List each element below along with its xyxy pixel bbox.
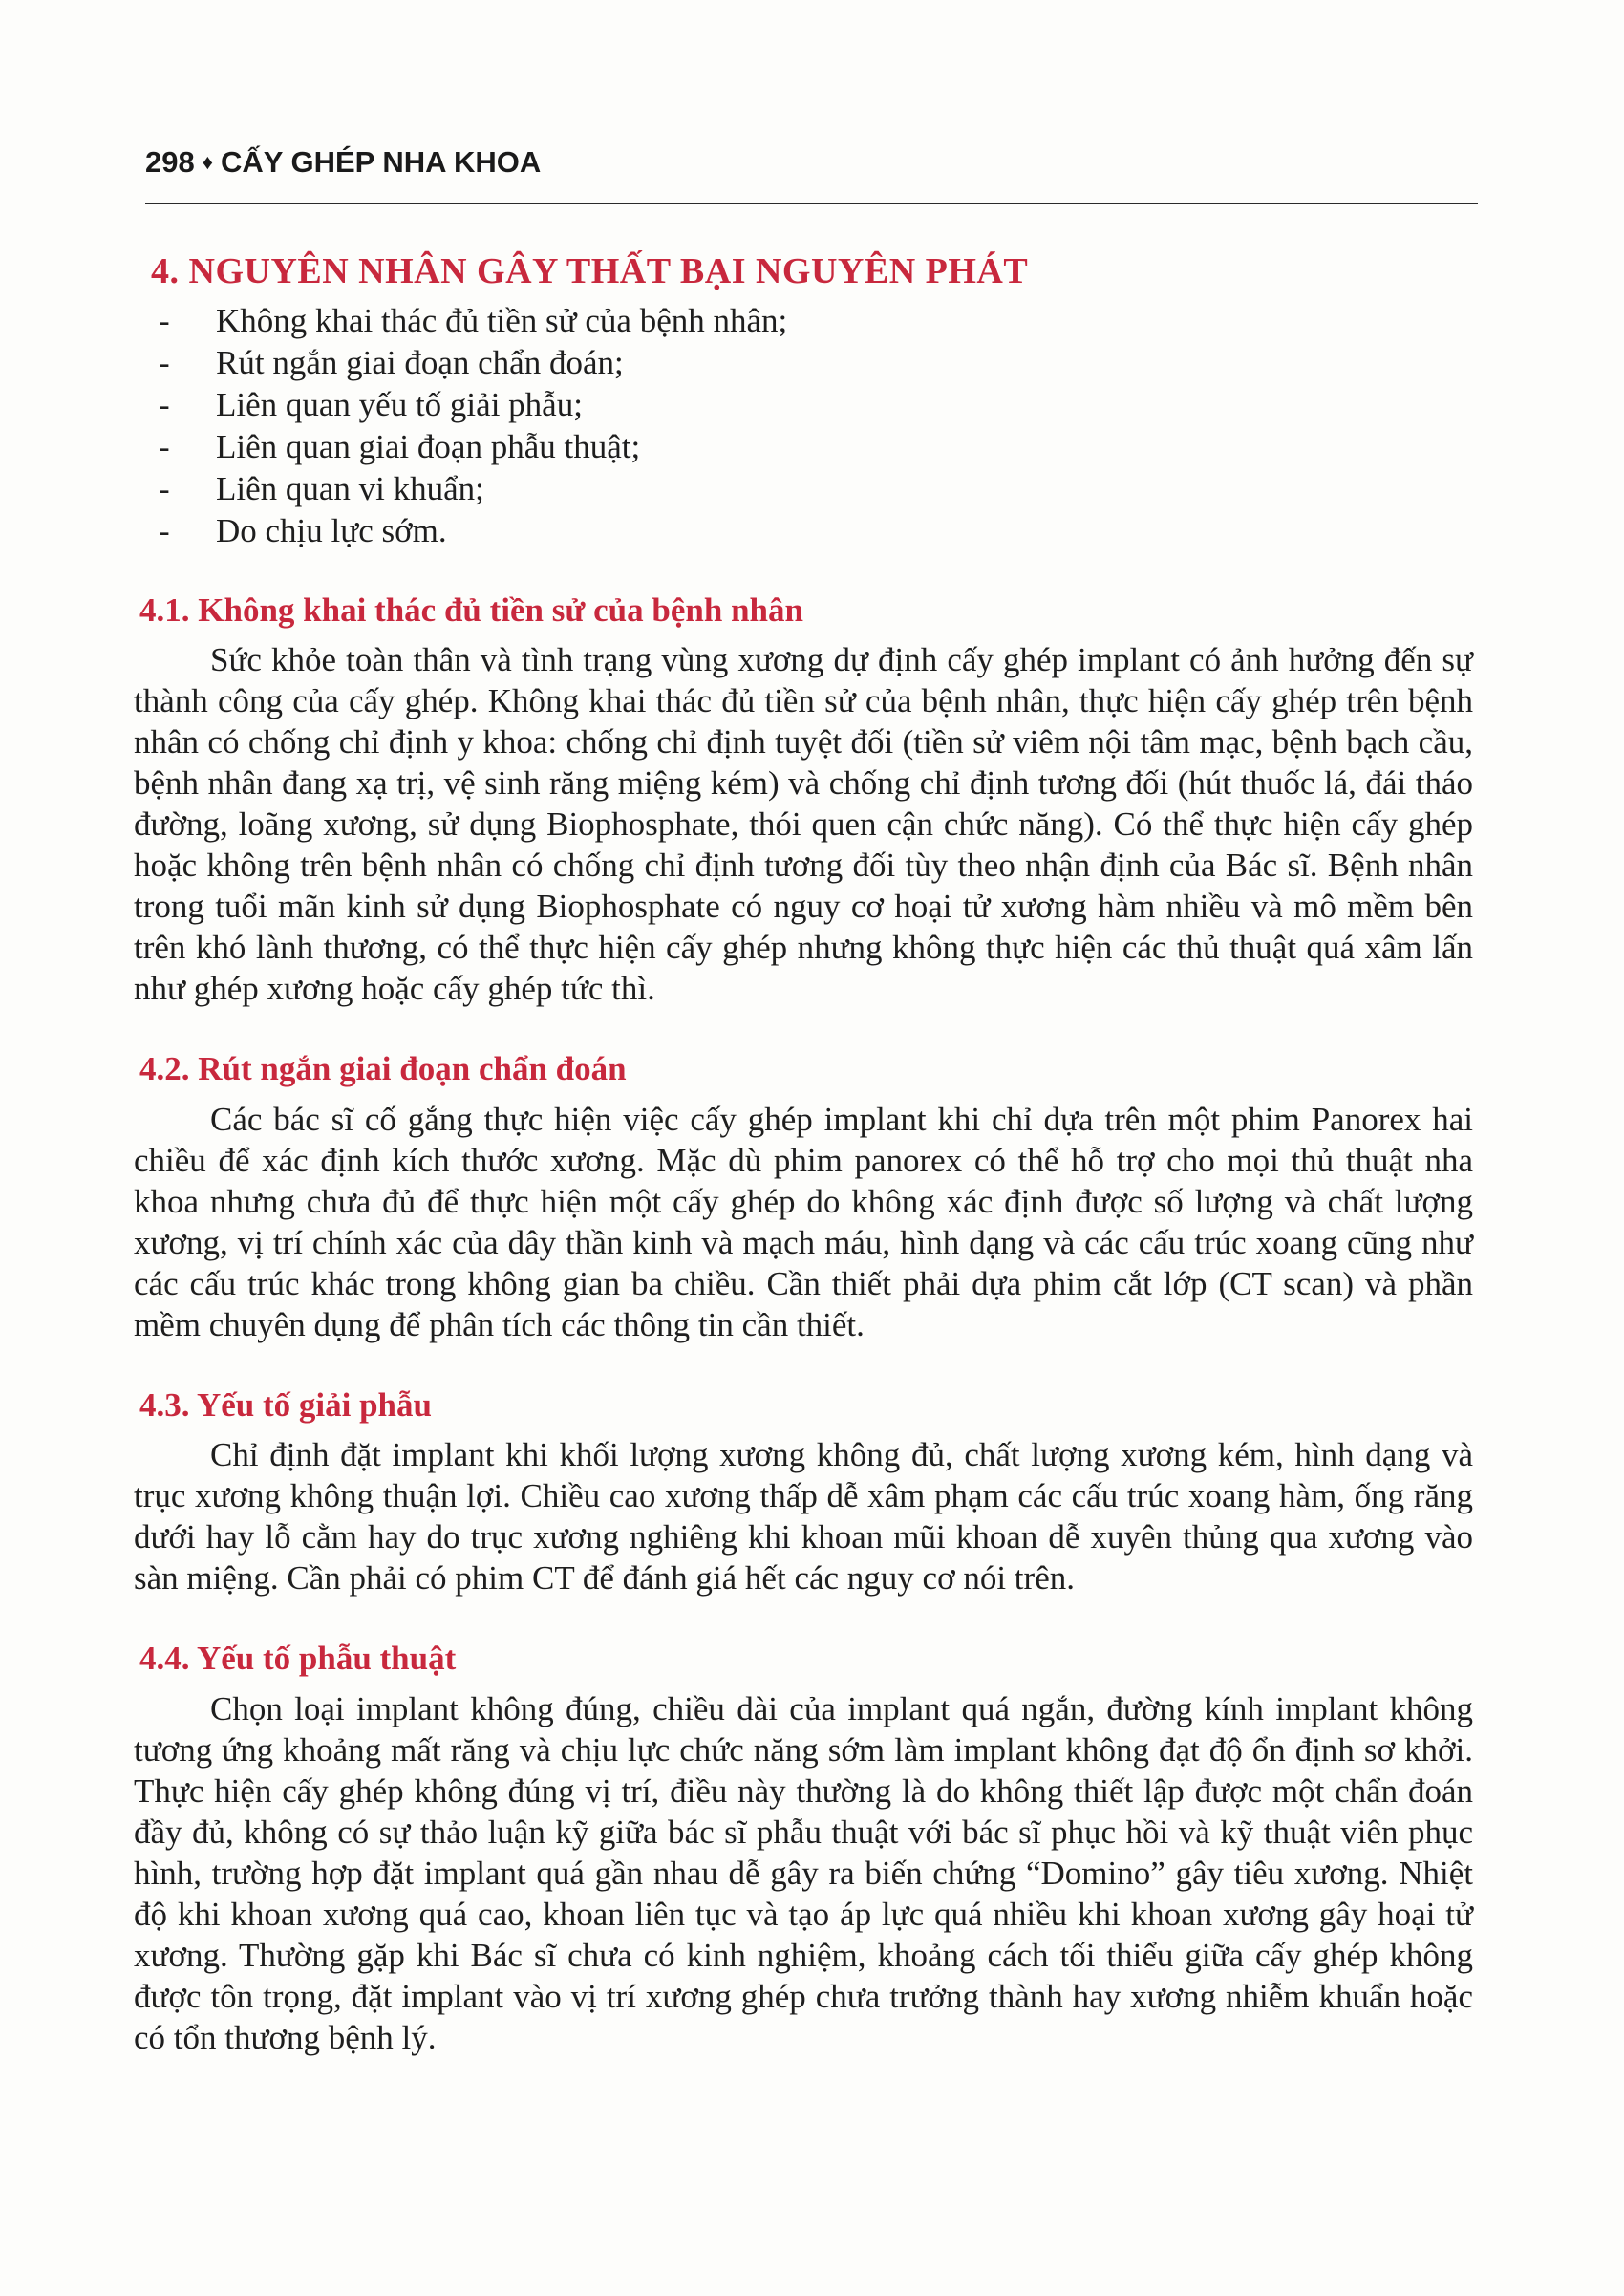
list-item: - Do chịu lực sớm. xyxy=(159,511,447,549)
list-item: - Không khai thác đủ tiền sử của bệnh nhân; xyxy=(159,301,788,339)
list-item: - Liên quan giai đoạn phẫu thuật; xyxy=(159,427,641,465)
subsection-title-4-4: 4.4. Yếu tố phẫu thuật xyxy=(139,1640,457,1678)
list-item: - Rút ngắn giai đoạn chẩn đoán; xyxy=(159,343,624,381)
paragraph-4-2: Các bác sĩ cố gắng thực hiện việc cấy ghép implant khi chỉ dựa trên một phim Panorex hai chiều để xác định kích thước xương. Mặc dù phim panorex có thể hỗ trợ cho mọi thủ thuật nha khoa nhưng chưa đủ để thực hiện một cấy ghép do không xác định được số lượng và chất lượng xương, vị trí chính xác của dây thần kinh và mạch máu, hình dạng và các cấu trúc xoang cũng như các cấu trúc khác trong không gian ba chiều. Cần thiết phải dựa phim cắt lớp (CT scan) và phần mềm chuyên dụng để phân tích các thông tin cần thiết. xyxy=(134,1100,1473,1343)
paragraph-4-3: Chỉ định đặt implant khi khối lượng xương không đủ, chất lượng xương kém, hình dạng và trục xương không thuận lợi. Chiều cao xương thấp dễ xâm phạm các cấu trúc xoang hàm, ống răng dưới hay lỗ cằm hay do trục xương nghiêng khi khoan mũi khoan dễ xuyên thủng qua xương vào sàn miệng. Cần phải có phim CT để đánh giá hết các nguy cơ nói trên. xyxy=(134,1436,1473,1598)
subsection-title-4-1: 4.1. Không khai thác đủ tiền sử của bệnh nhân xyxy=(139,590,803,629)
subsection-title-4-3: 4.3. Yếu tố giải phẫu xyxy=(139,1385,432,1424)
cause-list xyxy=(134,300,1473,552)
book-title: CẤY GHÉP NHA KHOA xyxy=(220,145,542,179)
section-title: 4. NGUYÊN NHÂN GÂY THẤT BẠI NGUYÊN PHÁT xyxy=(151,251,1029,291)
page-content xyxy=(134,250,1473,2096)
page-number: 298 xyxy=(145,145,195,179)
paragraph-4-4: Chọn loại implant không đúng, chiều dài của implant quá ngắn, đường kính implant không tương ứng khoảng mất răng và chịu lực chức năng sớm làm implant không đạt độ ổn định sơ khởi. Thực hiện cấy ghép không đúng vị trí, điều này thường là do không thiết lập được một chẩn đoán đầy đủ, không có sự thảo luận kỹ giữa bác sĩ phẫu thuật với bác sĩ phục hồi và kỹ thuật viên phục hình, trường hợp đặt implant quá gần nhau dễ gây ra biến chứng “Domino” gây tiêu xương. Nhiệt độ khi khoan xương quá cao, khoan liên tục và tạo áp lực quá nhiều khi khoan xương gây hoại tử xương. Thường gặp khi Bác sĩ chưa có kinh nghiệm, khoảng cách tối thiểu giữa cấy ghép không được tôn trọng, đặt implant vào vị trí xương ghép chưa trưởng thành hay xương nhiễm khuẩn hoặc có tổn thương bệnh lý. xyxy=(134,1689,1473,2056)
list-item: - Liên quan yếu tố giải phẫu; xyxy=(159,385,583,423)
paragraph-4-1: Sức khỏe toàn thân và tình trạng vùng xương dự định cấy ghép implant có ảnh hưởng đến sự thành công của cấy ghép. Không khai thác đủ tiền sử của bệnh nhân, thực hiện cấy ghép trên bệnh nhân có chống chỉ định y khoa: chống chỉ định tuyệt đối (tiền sử viêm nội tâm mạc, bệnh bạch cầu, bệnh nhân đang xạ trị, vệ sinh răng miệng kém) và chống chỉ định tương đối (hút thuốc lá, đái tháo đường, loãng xương, sử dụng Biophosphate, thói quen cận chức năng). Có thể thực hiện cấy ghép hoặc không trên bệnh nhân có chống chỉ định tương đối tùy theo nhận định của Bác sĩ. Bệnh nhân trong tuổi mãn kinh sử dụng Biophosphate có nguy cơ hoại tử xương hàm nhiều và mô mềm bên trên khó lành thương, có thể thực hiện cấy ghép nhưng không thực hiện các thủ thuật quá xâm lấn như ghép xương hoặc cấy ghép tức thì. xyxy=(134,641,1473,1008)
subsection-title-4-2: 4.2. Rút ngắn giai đoạn chẩn đoán xyxy=(139,1050,627,1088)
diamond-separator-icon: ♦ xyxy=(202,150,213,174)
list-item: - Liên quan vi khuẩn; xyxy=(159,469,484,507)
running-header xyxy=(145,145,1478,204)
